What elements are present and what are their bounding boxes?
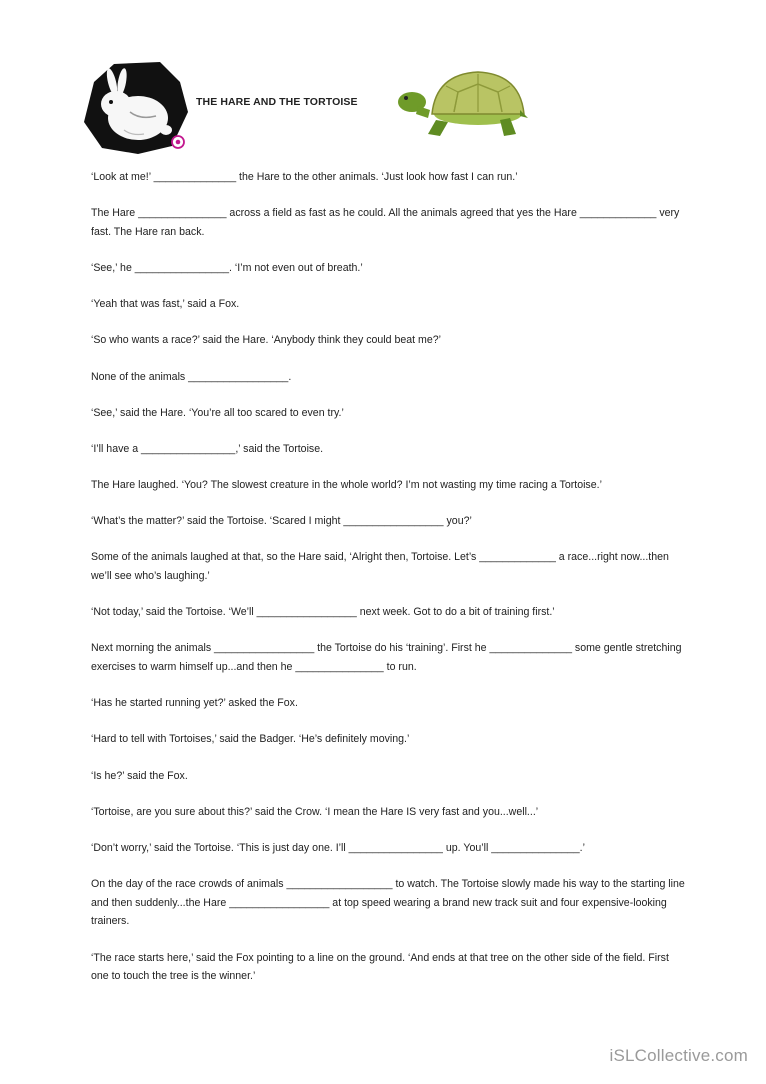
- story-paragraph: ‘What’s the matter?’ said the Tortoise. ‘Scared I might _________________ you?’: [91, 515, 472, 528]
- story-paragraph: ‘Is he?’ said the Fox.: [91, 769, 188, 782]
- story-paragraph: The Hare laughed. ‘You? The slowest creature in the whole world? I’m not wasting my time racing a Tortoise.’: [91, 479, 602, 492]
- footer-brand: iSLCollective.com: [609, 1046, 748, 1065]
- story-paragraph: ‘See,’ said the Hare. ‘You’re all too scared to even try.’: [91, 406, 344, 419]
- story-paragraph: None of the animals _________________.: [91, 370, 292, 383]
- story-paragraph: ‘See,’ he ________________. ‘I’m not even out of breath.’: [91, 261, 363, 274]
- story-paragraph: ‘Yeah that was fast,’ said a Fox.: [91, 298, 240, 311]
- story-paragraph: Some of the animals laughed at that, so the Hare said, ‘Alright then, Tortoise. Let’s _____________ a race...right now...then we’ll see who’s laughing.’: [91, 551, 669, 583]
- story-paragraph: ‘So who wants a race?’ said the Hare. ‘Anybody think they could beat me?’: [91, 334, 441, 347]
- story-paragraph: ‘Tortoise, are you sure about this?’ said the Crow. ‘I mean the Hare IS very fast and you...well...’: [91, 805, 539, 818]
- story-paragraph: ‘Hard to tell with Tortoises,’ said the Badger. ‘He’s definitely moving.’: [91, 733, 410, 746]
- story-paragraph: ‘I’ll have a ________________,’ said the Tortoise.: [91, 442, 324, 455]
- story-paragraph: ‘Not today,’ said the Tortoise. ‘We’ll _________________ next week. Got to do a bit of training first.’: [91, 606, 555, 619]
- story-paragraph: The Hare _______________ across a field as fast as he could. All the animals agreed that yes the Hare _____________ very fast. The Hare ran back.: [91, 207, 680, 238]
- story-paragraph: Next morning the animals _________________ the Tortoise do his ‘training’. First he ______________ some gentle stretching exercises to warm himself up...and then he _______________ to run.: [91, 642, 682, 674]
- story-paragraph: On the day of the race crowds of animals __________________ to watch. The Tortoise slowly made his way to the starting line and then suddenly...the Hare _________________ at top speed wearing a brand new track suit and four expensive-looking trainers.: [91, 878, 685, 928]
- story-paragraph: ‘Don’t worry,’ said the Tortoise. ‘This is just day one. I’ll ________________ up. You’ll _______________.’: [91, 841, 585, 854]
- tortoise-illustration: [396, 66, 530, 148]
- story-paragraph: ‘Look at me!’ ______________ the Hare to the other animals. ‘Just look how fast I can run.’: [91, 171, 518, 183]
- story-paragraph: ‘The race starts here,’ said the Fox pointing to a line on the ground. ‘And ends at that tree on the other side of the field. First one to touch the tree is the winner.’: [91, 951, 669, 983]
- hare-illustration: [80, 60, 190, 156]
- story-paragraph: ‘Has he started running yet?’ asked the Fox.: [91, 697, 298, 710]
- worksheet-title: THE HARE AND THE TORTOISE: [196, 96, 358, 108]
- story-text: [91, 168, 685, 1003]
